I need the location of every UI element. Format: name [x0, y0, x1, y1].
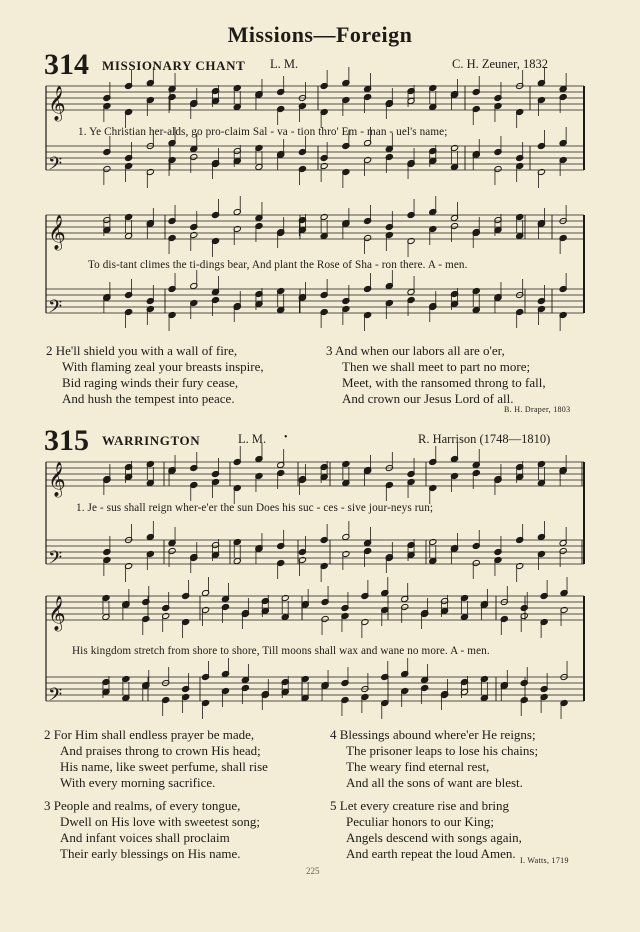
- tune-name: WARRINGTON: [102, 433, 201, 448]
- bass-clef-icon: 𝄢: [48, 154, 63, 179]
- meter: L. M.: [238, 432, 267, 446]
- page-number: 225: [306, 866, 320, 876]
- verse-line: Meet, with the ransomed throng to fall,: [342, 375, 546, 390]
- verse-line: His name, like sweet perfume, shall rise: [60, 759, 268, 774]
- hymn-author: B. H. Draper, 1803: [504, 405, 571, 414]
- treble-clef-icon: 𝄞: [48, 596, 66, 631]
- verse-line: Peculiar honors to our King;: [346, 814, 495, 829]
- verse-line: And all the sons of want are blest.: [346, 775, 523, 790]
- verse-line: 3 People and realms, of every tongue,: [44, 798, 241, 813]
- verse-line: And infant voices shall proclaim: [60, 830, 230, 845]
- verse-line: And earth repeat the loud Amen.: [346, 846, 516, 861]
- lyric-line-1: 1. Ye Christian her-alds, go pro-claim Sal - va - tion thro' Em - man - uel's name;: [78, 126, 448, 138]
- verse-line: 4 Blessings abound where'er He reigns;: [330, 727, 536, 742]
- verse-line: Their early blessings on His name.: [60, 846, 241, 861]
- bass-clef-icon: 𝄢: [48, 548, 63, 573]
- verse-line: With every morning sacrifice.: [60, 775, 216, 790]
- bass-clef-icon: 𝄢: [48, 297, 63, 322]
- composer: C. H. Zeuner, 1832: [452, 57, 549, 71]
- hymn-author: I. Watts, 1719: [520, 856, 569, 865]
- verse-line: 2 He'll shield you with a wall of fire,: [46, 343, 238, 358]
- verse-line: Bid raging winds their fury cease,: [62, 375, 239, 390]
- verse-line: The weary find eternal rest,: [346, 759, 490, 774]
- treble-clef-icon: 𝄞: [48, 462, 66, 497]
- verse-line: 3 And when our labors all are o'er,: [326, 343, 505, 358]
- verse-line: 2 For Him shall endless prayer be made,: [44, 727, 255, 742]
- treble-clef-icon: 𝄞: [48, 215, 66, 250]
- hymn-number: 314: [44, 48, 89, 81]
- section-title: Missions—Foreign: [227, 22, 413, 47]
- lyric-line-2: His kingdom stretch from shore to shore, Till moons shall wax and wane no more. A - men.: [72, 645, 490, 657]
- verse-line: Dwell on His love with sweetest song;: [60, 814, 261, 829]
- verse-line: 5 Let every creature rise and bring: [330, 798, 510, 813]
- lyric-line-2: To dis-tant climes the ti-dings bear, And plant the Rose of Sha - ron there. A - men.: [88, 259, 468, 271]
- bullet-mark: •: [284, 432, 288, 443]
- verse-line: And crown our Jesus Lord of all.: [342, 391, 514, 406]
- tune-name: MISSIONARY CHANT: [102, 58, 246, 73]
- meter: L. M.: [270, 57, 299, 71]
- verse-line: The prisoner leaps to lose his chains;: [346, 743, 539, 758]
- treble-clef-icon: 𝄞: [48, 86, 66, 121]
- verse-line: With flaming zeal your breasts inspire,: [62, 359, 264, 374]
- verse-line: Angels descend with songs again,: [346, 830, 522, 845]
- verse-line: And hush the tempest into peace.: [62, 391, 235, 406]
- bass-clef-icon: 𝄢: [48, 685, 63, 710]
- lyric-line-1: 1. Je - sus shall reign wher-e'er the sun Does his suc - ces - sive jour-neys run;: [76, 502, 434, 514]
- verse-line: Then we shall meet to part no more;: [342, 359, 531, 374]
- verse-line: And praises throng to crown His head;: [60, 743, 261, 758]
- hymn-number: 315: [44, 424, 89, 457]
- composer: R. Harrison (1748—1810): [418, 432, 551, 446]
